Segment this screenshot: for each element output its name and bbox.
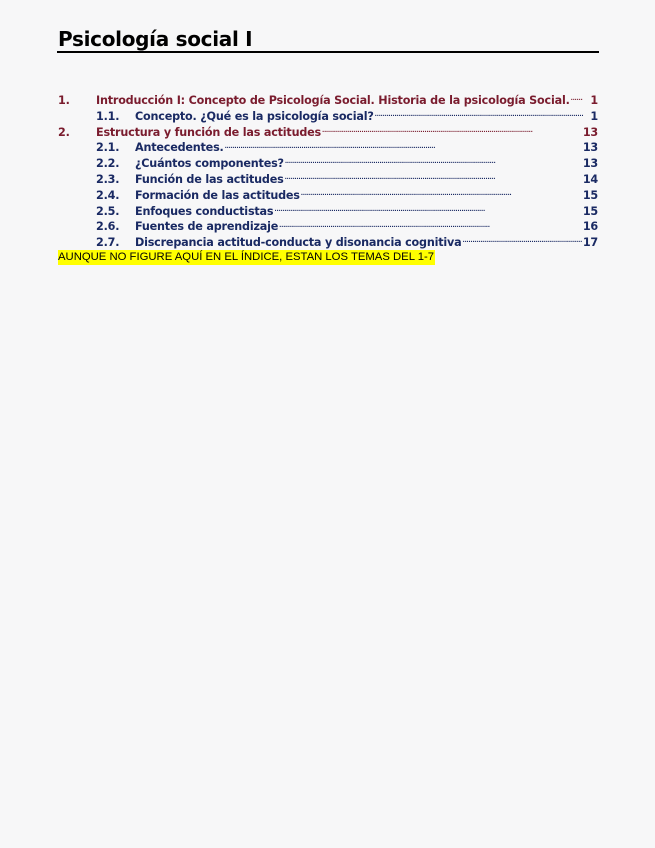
toc-dot-leader: [301, 189, 582, 199]
toc-entry-1-1[interactable]: [58, 109, 598, 125]
toc-entry-page: 13: [582, 157, 598, 171]
toc-dot-leader: [279, 220, 582, 230]
toc-entry-title: Antecedentes.: [135, 141, 224, 155]
toc-entry-title: Función de las actitudes: [135, 172, 284, 186]
toc-entry-2-1[interactable]: [58, 140, 598, 156]
page-title: Psicología social I: [58, 27, 253, 51]
toc-entry-page: 14: [582, 172, 598, 186]
toc-entry-page: 1: [590, 94, 598, 107]
toc-entry-title: Introducción I: Concepto de Psicología Social. Historia de la psicología Social.: [96, 94, 570, 107]
toc-entry-number: 2.6.: [96, 220, 120, 234]
toc-entry-2[interactable]: [58, 125, 598, 141]
table-of-contents: [58, 93, 598, 251]
toc-entry-number: 2.1.: [96, 141, 120, 155]
toc-entry-page: 15: [582, 204, 598, 218]
toc-entry-number: 2.7.: [96, 236, 120, 250]
toc-entry-title: Estructura y función de las actitudes: [96, 125, 321, 139]
toc-dot-leader: [462, 236, 581, 246]
toc-entry-number: 1.: [58, 94, 70, 107]
toc-entry-page: 16: [582, 220, 598, 234]
toc-entry-page: 13: [582, 141, 598, 155]
toc-entry-2-6[interactable]: [58, 219, 598, 235]
toc-entry-2-7[interactable]: [58, 235, 598, 251]
toc-dot-leader: [375, 110, 583, 120]
toc-dot-leader: [285, 173, 582, 183]
toc-dot-leader: [571, 94, 583, 104]
toc-entry-2-5[interactable]: [58, 204, 598, 220]
toc-entry-page: 17: [582, 236, 598, 250]
highlighted-note: AUNQUE NO FIGURE AQUÍ EN EL ÍNDICE, ESTAN LOS TEMAS DEL 1-7: [58, 251, 435, 263]
toc-entry-title: Enfoques conductistas: [135, 204, 274, 218]
toc-entry-number: 2.5.: [96, 204, 120, 218]
toc-entry-2-3[interactable]: [58, 172, 598, 188]
toc-entry-number: 1.1.: [96, 109, 120, 123]
toc-entry-page: 13: [582, 125, 598, 139]
toc-entry-2-2[interactable]: [58, 156, 598, 172]
toc-entry-number: 2.3.: [96, 172, 120, 186]
title-underline: [57, 51, 599, 53]
toc-entry-page: 15: [582, 188, 598, 202]
toc-entry-title: Discrepancia actitud-conducta y disonancia cognitiva: [135, 236, 462, 250]
toc-dot-leader: [285, 157, 582, 167]
toc-entry-title: Concepto. ¿Qué es la psicología social?: [135, 109, 374, 123]
toc-entry-title: ¿Cuántos componentes?: [135, 157, 284, 171]
toc-entry-title: Formación de las actitudes: [135, 188, 300, 202]
toc-entry-2-4[interactable]: [58, 188, 598, 204]
toc-entry-number: 2.4.: [96, 188, 120, 202]
toc-entry-number: 2.: [58, 125, 70, 139]
toc-entry-1[interactable]: [58, 93, 598, 109]
toc-dot-leader: [322, 126, 582, 136]
toc-entry-number: 2.2.: [96, 157, 120, 171]
toc-dot-leader: [225, 141, 582, 151]
toc-entry-title: Fuentes de aprendizaje: [135, 220, 279, 234]
toc-entry-page: 1: [590, 109, 598, 123]
toc-dot-leader: [274, 205, 581, 215]
